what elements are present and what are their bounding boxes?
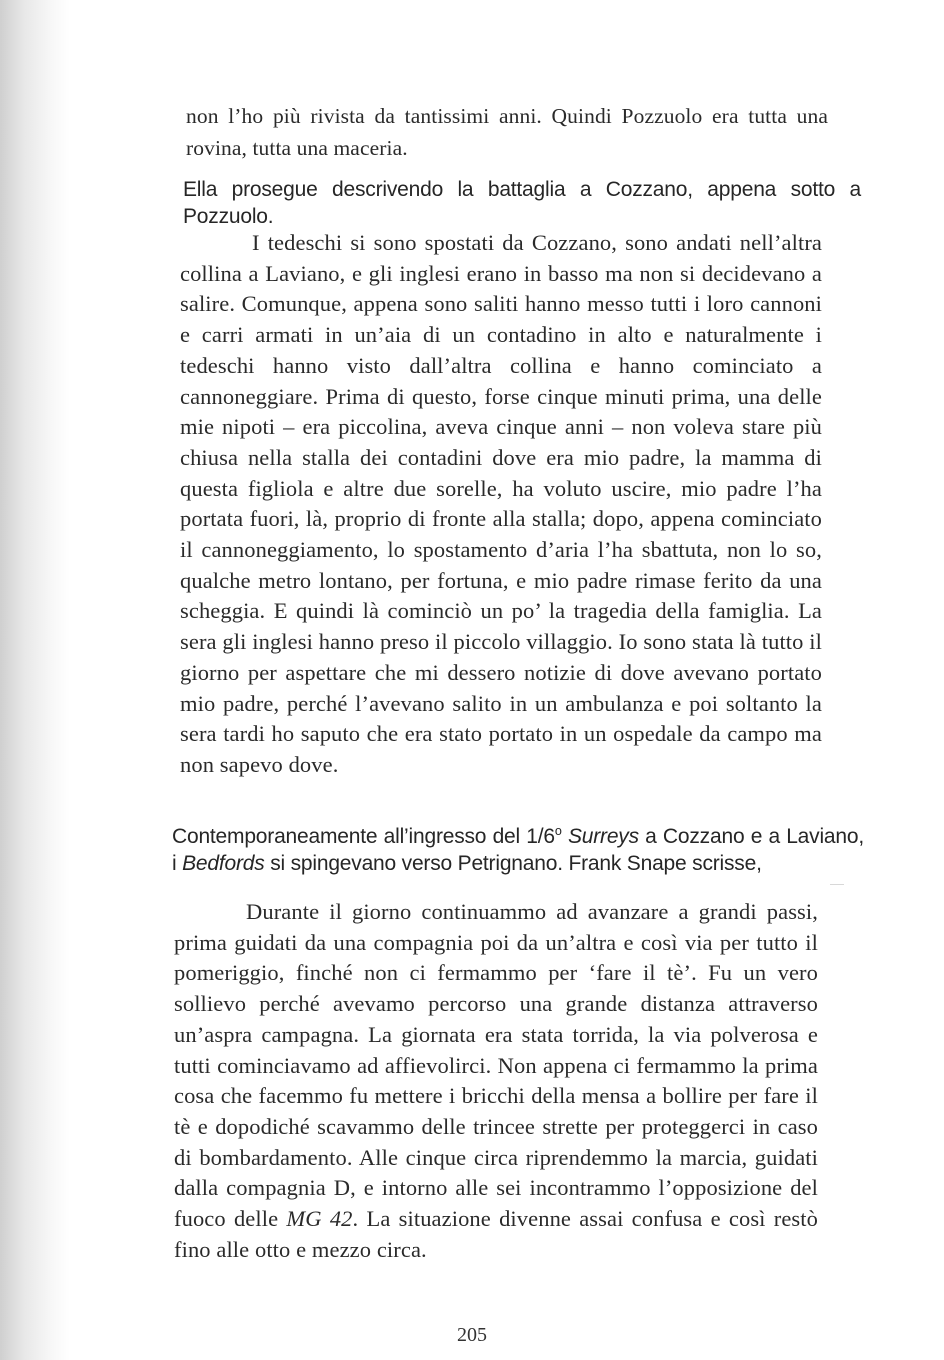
italic-term: Surreys [567,825,639,848]
text-run: a Cozzano e a Laviano, i [172,825,864,875]
ordinal-superscript: o [554,824,562,838]
text-run: Contemporaneamente all’ingresso del 1/6 [172,825,555,848]
scan-speck [830,884,844,885]
text-run: non l’ho più rivista da tantissimi anni. Quindi Pozzuolo era tutta una rovina, tutta una maceria. [186,104,828,160]
text-run: si spingevano verso Petrignano. Frank Snape scrisse, [264,852,762,875]
quote-paragraph-continued [186,100,828,164]
text-run: Durante il giorno continuammo ad avanzare a grandi passi, prima guidati da una compagnia poi da un’altra e così via per tutto il pomeriggio, finché non ci fermammo per ‘fare il tè’. Fu un vero sollievo perché avevamo percorso una grande distanza attraverso un’aspra campagna. La giornata era stata torrida, la via polverosa e tutti cominciavamo ad affievolirci. Non appena ci fermammo la prima cosa che facemmo fu mettere i bricchi della mensa a bollire per fare il tè e dopodiché scavammo delle trincee strette per proteggerci in caso di bombardamento. Alle cinque circa riprendemmo la marcia, guidati dalla compagnia D, e intorno alle sei incontrammo l’opposizione del fuoco delle [174,899,818,1232]
text-run: Ella prosegue descrivendo la battaglia a Cozzano, appena sotto a Pozzuolo. [183,178,861,228]
text-run: . La situazione divenne assai confusa e così restò fino alle otto e mezzo circa. [174,1206,818,1262]
text-run: I tedeschi si sono spostati da Cozzano, sono andati nell’altra collina a Laviano, e gli inglesi erano in basso ma non si decidevano a salire. Comunque, appena sono saliti hanno messo tutti i loro cannoni e carri armati in un’aia di un contadino in alto e naturalmente i tedeschi hanno visto dall’altra collina e hanno cominciato a cannoneggiare. Prima di questo, forse cinque minuti prima, una delle mie nipoti – era piccolina, aveva cinque anni – non voleva stare più chiusa nella stalla dei contadini dove era mio padre, la mamma di questa figliola e altre due sorelle, ha voluto uscire, mio padre l’ha portata fuori, là, proprio di fronte alla stalla; dopo, appena cominciato il cannoneggiamento, lo spostamento d’aria l’ha sbattuta, non lo so, qualche metro lontano, per fortuna, e mio padre rimase ferito da una scheggia. E quindi là cominciò un po’ la tragedia della famiglia. La sera gli inglesi hanno preso il piccolo villaggio. Io sono stata là tutto il giorno per aspettare che mi dessero notizie di dove avevano portato mio padre, perché l’avevano salito in un ambulanza e poi soltanto la sera tardi ho saputo che era stato portato in un ospedale da campo ma non sapevo dove. [180,230,822,777]
page-number: 205 [457,1324,487,1346]
narration-paragraph [172,818,864,877]
scan-gutter-shadow [0,0,70,1360]
testimony-quote-paragraph [180,228,822,781]
italic-term: Bedfords [182,852,265,875]
italic-term: MG 42 [286,1206,353,1232]
narration-paragraph [183,176,861,230]
snape-quote-paragraph [174,897,818,1265]
